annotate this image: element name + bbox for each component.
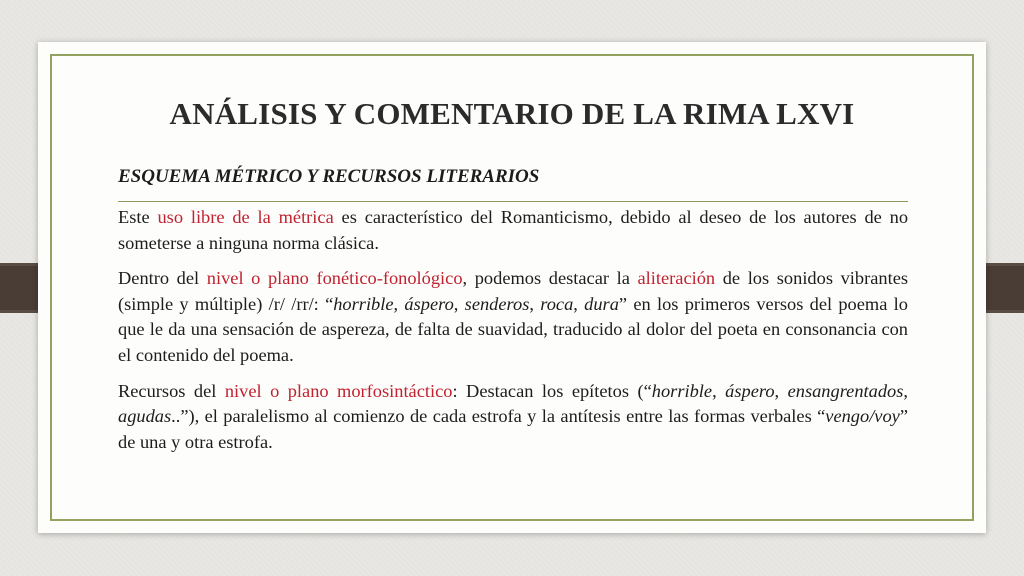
text-run: ” de una y otra estrofa. xyxy=(118,406,908,452)
italic-word: dura xyxy=(584,293,619,314)
text-run: , xyxy=(393,293,405,314)
highlight-term: uso libre de la métrica xyxy=(157,207,334,227)
italic-word: horrible xyxy=(333,293,394,314)
highlight-term: aliteración xyxy=(637,268,716,289)
text-run: , xyxy=(712,380,726,401)
text-run: , xyxy=(529,293,541,314)
text-run: , xyxy=(774,380,788,401)
italic-word: roca xyxy=(540,293,574,314)
text-run: , xyxy=(573,293,585,314)
text-run: de los sonidos vibrantes (simple y múltiple) /r/ /rr/: “ xyxy=(118,268,909,314)
text-run: Este xyxy=(118,207,158,227)
text-run: , xyxy=(453,293,465,314)
italic-word: vengo/voy xyxy=(825,406,900,427)
highlight-term: nivel o plano morfosintáctico xyxy=(224,380,453,401)
text-run: ..”), el paralelismo al comienzo de cada estrofa y la antítesis entre las formas verbales “ xyxy=(171,406,826,427)
text-run: Recursos del xyxy=(118,380,225,401)
highlight-term: nivel o plano fonético-fonológico xyxy=(206,268,463,289)
text-run: , xyxy=(903,380,908,401)
paragraph-morfosintactico xyxy=(118,379,908,456)
slide-card xyxy=(38,42,986,533)
text-run: es característico del Romanticismo, debido al deseo de los autores de no someterse a ninguna norma clásica. xyxy=(118,207,909,253)
text-run: , podemos destacar la xyxy=(462,268,638,289)
slide-body xyxy=(118,205,908,465)
section-subtitle: ESQUEMA MÉTRICO Y RECURSOS LITERARIOS xyxy=(118,166,540,187)
paragraph-metrica xyxy=(118,205,908,256)
text-run: ” en los primeros versos del poema lo que le da una sensación de aspereza, de falta de suavidad, traducido al dolor del poeta en consonancia con el contenido del poema. xyxy=(118,293,908,365)
italic-word: agudas xyxy=(118,406,172,427)
slide-title: ANÁLISIS Y COMENTARIO DE LA RIMA LXVI xyxy=(169,96,855,131)
italic-word: senderos xyxy=(464,293,530,314)
subtitle-underline xyxy=(118,201,908,202)
italic-word: horrible xyxy=(651,380,713,401)
text-run: : Destacan los epítetos (“ xyxy=(452,380,652,401)
italic-word: ensangrentados xyxy=(787,380,904,401)
italic-word: áspero xyxy=(725,380,775,401)
text-run: Dentro del xyxy=(118,268,207,289)
italic-word: áspero xyxy=(404,293,454,314)
paragraph-fonetico xyxy=(118,266,908,368)
